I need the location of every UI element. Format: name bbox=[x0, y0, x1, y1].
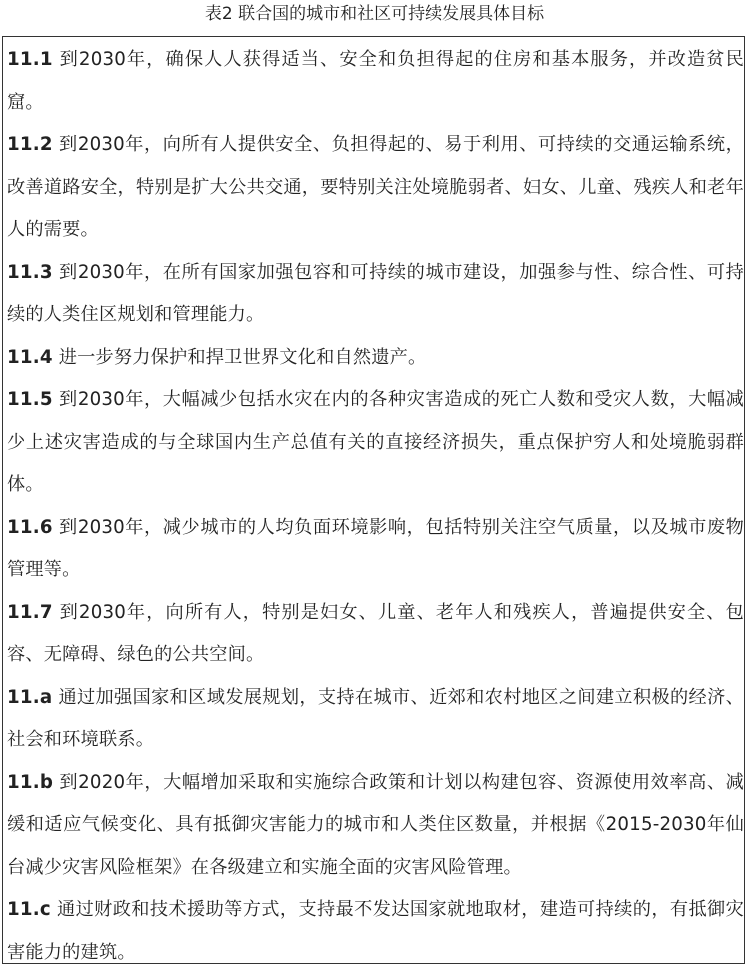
table-caption: 表2 联合国的城市和社区可持续发展具体目标 bbox=[204, 4, 545, 24]
target-number: 11.5 bbox=[7, 389, 53, 410]
target-number: 11.2 bbox=[7, 134, 53, 155]
target-number: 11.3 bbox=[7, 261, 53, 283]
target-item-11-c bbox=[7, 889, 744, 974]
target-number: 11.b bbox=[7, 771, 54, 793]
target-text: 到2030年，向所有人提供安全、负担得起的、易于利用、可持续的交通运输系统，改善道路安全，特别是扩大公共交通，要特别关注处境脆弱者、妇女、儿童、残疾人和老年人的需要。 bbox=[7, 134, 744, 240]
target-number: 11.4 bbox=[7, 346, 53, 368]
target-item-11-6 bbox=[7, 507, 744, 592]
target-item-11-3 bbox=[7, 252, 744, 337]
target-text: 到2030年，在所有国家加强包容和可持续的城市建设，加强参与性、综合性、可持续的人类住区规划和管理能力。 bbox=[7, 261, 744, 325]
target-number: 11.c bbox=[7, 899, 51, 920]
target-item-11-2 bbox=[7, 124, 744, 252]
target-item-11-a bbox=[7, 677, 744, 762]
target-text: 到2030年，减少城市的人均负面环境影响，包括特别关注空气质量，以及城市废物管理等。 bbox=[7, 516, 744, 580]
target-text: 到2030年，向所有人，特别是妇女、儿童、老年人和残疾人，普遍提供安全、包容、无障碍、绿色的公共空间。 bbox=[7, 601, 744, 665]
target-text: 通过财政和技术援助等方式，支持最不发达国家就地取材，建造可持续的，有抵御灾害能力的建筑。 bbox=[7, 899, 744, 963]
target-text: 通过加强国家和区域发展规划，支持在城市、近郊和农村地区之间建立积极的经济、社会和环境联系。 bbox=[7, 686, 744, 750]
target-text: 到2020年，大幅增加采取和实施综合政策和计划以构建包容、资源使用效率高、减缓和适应气候变化、具有抵御灾害能力的城市和人类住区数量，并根据《2015-2030年仙台减少灾害风险框架》在各级建立和实施全面的灾害风险管理。 bbox=[7, 771, 744, 878]
target-number: 11.a bbox=[7, 686, 53, 708]
target-item-11-5 bbox=[7, 379, 744, 507]
target-item-11-b bbox=[7, 762, 744, 890]
target-number: 11.7 bbox=[7, 601, 53, 623]
target-number: 11.1 bbox=[7, 49, 53, 70]
target-item-11-1 bbox=[7, 39, 744, 124]
target-item-11-7 bbox=[7, 592, 744, 677]
target-number: 11.6 bbox=[7, 516, 53, 538]
target-text: 到2030年，确保人人获得适当、安全和负担得起的住房和基本服务，并改造贫民窟。 bbox=[7, 49, 744, 113]
target-item-11-4 bbox=[7, 337, 744, 380]
target-text: 到2030年，大幅减少包括水灾在内的各种灾害造成的死亡人数和受灾人数，大幅减少上述灾害造成的与全球国内生产总值有关的直接经济损失，重点保护穷人和处境脆弱群体。 bbox=[7, 389, 744, 495]
target-text: 进一步努力保护和捍卫世界文化和自然遗产。 bbox=[58, 346, 427, 368]
targets-box bbox=[2, 36, 745, 964]
